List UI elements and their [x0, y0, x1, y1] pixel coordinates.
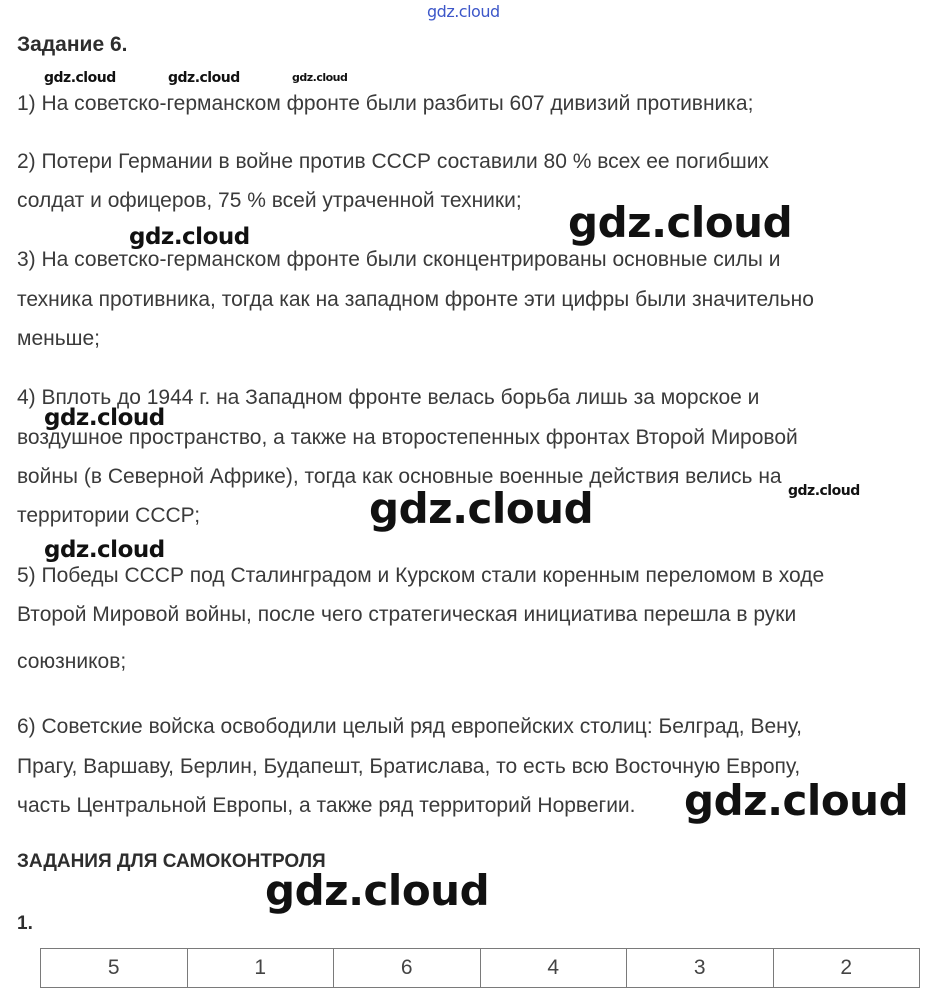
text-line: воздушное пространство, а также на второстепенных фронтах Второй Мировой	[17, 426, 798, 449]
table-cell: 1	[187, 949, 334, 988]
text-line: Второй Мировой войны, после чего стратегическая инициатива перешла в руки	[17, 603, 797, 626]
text-line: солдат и офицеров, 75 % всей утраченной техники;	[17, 189, 522, 212]
watermark-medium-3: gdz.cloud	[44, 537, 165, 563]
table-cell: 6	[334, 949, 481, 988]
text-line: Прагу, Варшаву, Берлин, Будапешт, Братислава, то есть всю Восточную Европу,	[17, 755, 801, 778]
text-line: часть Центральной Европы, а также ряд территорий Норвегии.	[17, 794, 636, 817]
watermark-medium-2: gdz.cloud	[44, 405, 165, 431]
watermark-large-2: gdz.cloud	[369, 484, 594, 533]
watermark-small-2: gdz.cloud	[168, 70, 240, 86]
text-line: техника противника, тогда как на западном фронте эти цифры были значительно	[17, 288, 814, 311]
text-line: 5) Победы СССР под Сталинградом и Курском стали коренным переломом в ходе	[17, 564, 825, 587]
table-cell: 3	[627, 949, 774, 988]
table-cell: 2	[773, 949, 920, 988]
watermark-large-3: gdz.cloud	[684, 776, 909, 825]
watermark-small-3: gdz.cloud	[292, 71, 348, 84]
text-line: союзников;	[17, 650, 127, 673]
watermark-large-4: gdz.cloud	[265, 866, 490, 915]
answer-table	[40, 948, 920, 988]
table-cell: 5	[41, 949, 188, 988]
watermark-top: gdz.cloud	[427, 2, 500, 21]
watermark-medium-1: gdz.cloud	[129, 224, 250, 250]
text-line: территории СССР;	[17, 504, 201, 527]
text-line: войны (в Северной Африке), тогда как основные военные действия велись на	[17, 465, 782, 488]
text-line: меньше;	[17, 327, 101, 350]
text-line: 6) Советские войска освободили целый ряд европейских столиц: Белград, Вену,	[17, 715, 802, 738]
item-number: 1.	[17, 913, 33, 934]
section-heading: ЗАДАНИЯ ДЛЯ САМОКОНТРОЛЯ	[17, 851, 326, 872]
task-title: Задание 6.	[17, 33, 128, 56]
text-line: 2) Потери Германии в войне против СССР составили 80 % всех ее погибших	[17, 150, 769, 173]
table-cell: 4	[480, 949, 627, 988]
watermark-small-1: gdz.cloud	[44, 70, 116, 86]
text-line: 1) На советско-германском фронте были разбиты 607 дивизий противника;	[17, 92, 754, 115]
watermark-large-1: gdz.cloud	[568, 198, 793, 247]
table-row	[41, 949, 920, 988]
watermark-small-4: gdz.cloud	[788, 483, 860, 499]
text-line: 3) На советско-германском фронте были сконцентрированы основные силы и	[17, 248, 781, 271]
text-line: 4) Вплоть до 1944 г. на Западном фронте велась борьба лишь за морское и	[17, 386, 760, 409]
